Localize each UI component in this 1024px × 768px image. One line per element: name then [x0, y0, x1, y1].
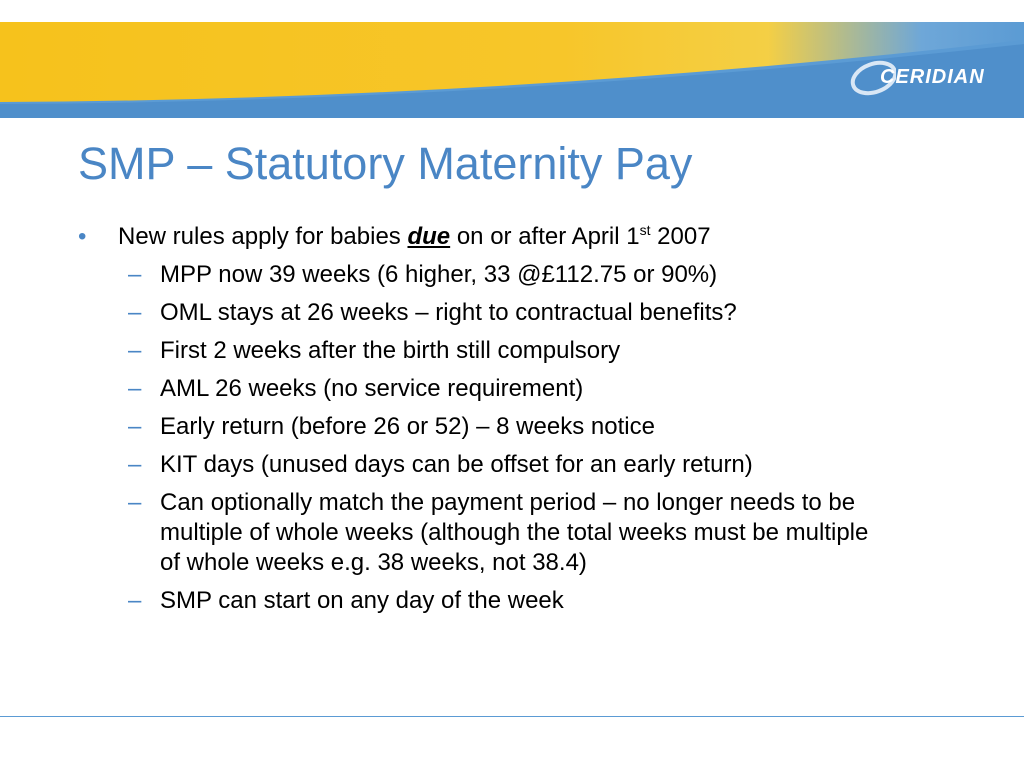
footer-divider — [0, 716, 1024, 717]
due-emphasis: due — [407, 223, 451, 250]
sub-bullet: – AML 26 weeks (no service requirement) — [128, 375, 584, 402]
sub-bullet-list — [78, 260, 978, 616]
sub-bullet: – Early return (before 26 or 52) – 8 weeks notice — [128, 413, 655, 440]
sub-bullet: – KIT days (unused days can be offset for an early return) — [128, 451, 753, 478]
ceridian-logo: CERIDIAN — [880, 66, 985, 88]
main-bullet — [78, 220, 978, 254]
slide-title: SMP – Statutory Maternity Pay — [78, 138, 693, 189]
slide-content — [78, 220, 978, 624]
superscript-st: st — [639, 222, 651, 238]
sub-bullet: – First 2 weeks after the birth still compulsory — [128, 337, 621, 364]
sub-bullet: – OML stays at 26 weeks – right to contractual benefits? — [128, 299, 737, 326]
sub-bullet: – SMP can start on any day of the week — [128, 587, 564, 614]
sub-bullet: – Can optionally match the payment period – no longer needs to be multiple of whole weeks (although the total weeks must be multiple of whole weeks e.g. 38 weeks, not 38.4) — [128, 489, 869, 576]
bullet-mark: • — [78, 223, 87, 250]
main-bullet-text: New rules apply for babies due on or after April 1st 2007 — [118, 222, 711, 250]
sub-bullet: – MPP now 39 weeks (6 higher, 33 @£112.75 or 90%) — [128, 261, 718, 288]
